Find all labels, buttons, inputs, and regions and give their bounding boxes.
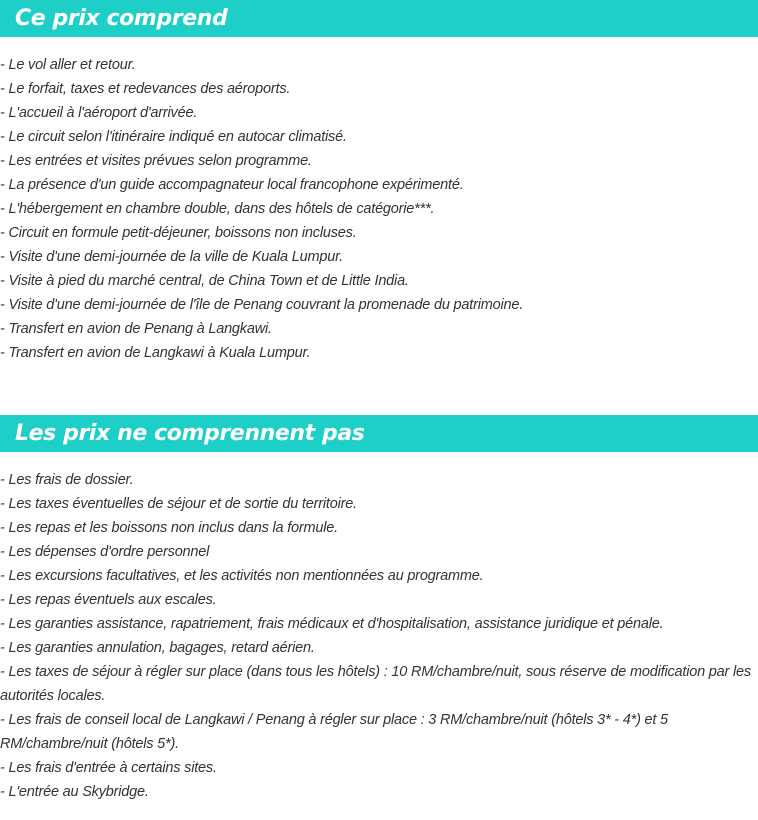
excluded-section-title: Les prix ne comprennent pas (0, 415, 758, 452)
included-section-title: Ce prix comprend (0, 0, 758, 37)
list-item: - Le forfait, taxes et redevances des aéroports. (0, 81, 291, 97)
list-item: - Les repas et les boissons non inclus dans la formule. (0, 520, 338, 536)
list-item: - L'hébergement en chambre double, dans des hôtels de catégorie***. (0, 201, 435, 217)
list-item: - L'accueil à l'aéroport d'arrivée. (0, 105, 198, 121)
list-item: - Visite d'une demi-journée de la ville de Kuala Lumpur. (0, 249, 343, 265)
list-item: - Visite à pied du marché central, de China Town et de Little India. (0, 273, 409, 289)
list-item: - Les frais de dossier. (0, 472, 134, 488)
excluded-items-list (0, 468, 756, 804)
list-item: - Circuit en formule petit-déjeuner, boissons non incluses. (0, 225, 357, 241)
list-item: - Les frais de conseil local de Langkawi / Penang à régler sur place : 3 RM/chambre/nuit (hôtels 3* - 4*) et 5 RM/chambre/nuit (hôtels 5*). (0, 712, 668, 752)
list-item: - Les repas éventuels aux escales. (0, 592, 217, 608)
list-item: - Les dépenses d'ordre personnel (0, 544, 210, 560)
list-item: - Les garanties assistance, rapatriement, frais médicaux et d'hospitalisation, assistance juridique et pénale. (0, 616, 664, 632)
list-item: - Les taxes éventuelles de séjour et de sortie du territoire. (0, 496, 357, 512)
list-item: - Les garanties annulation, bagages, retard aérien. (0, 640, 315, 656)
list-item: - La présence d'un guide accompagnateur local francophone expérimenté. (0, 177, 464, 193)
list-item: - Transfert en avion de Langkawi à Kuala Lumpur. (0, 345, 311, 361)
list-item: - Transfert en avion de Penang à Langkawi. (0, 321, 272, 337)
list-item: - Les taxes de séjour à régler sur place (dans tous les hôtels) : 10 RM/chambre/nuit, sous réserve de modification par les autorités locales. (0, 664, 751, 704)
list-item: - Le vol aller et retour. (0, 57, 136, 73)
included-items-list (0, 53, 756, 365)
list-item: - Les excursions facultatives, et les activités non mentionnées au programme. (0, 568, 484, 584)
list-item: - Les frais d'entrée à certains sites. (0, 760, 217, 776)
list-item: - Visite d'une demi-journée de l'île de Penang couvrant la promenade du patrimoine. (0, 297, 524, 313)
list-item: - Le circuit selon l'itinéraire indiqué en autocar climatisé. (0, 129, 347, 145)
list-item: - Les entrées et visites prévues selon programme. (0, 153, 312, 169)
list-item: - L'entrée au Skybridge. (0, 784, 149, 800)
